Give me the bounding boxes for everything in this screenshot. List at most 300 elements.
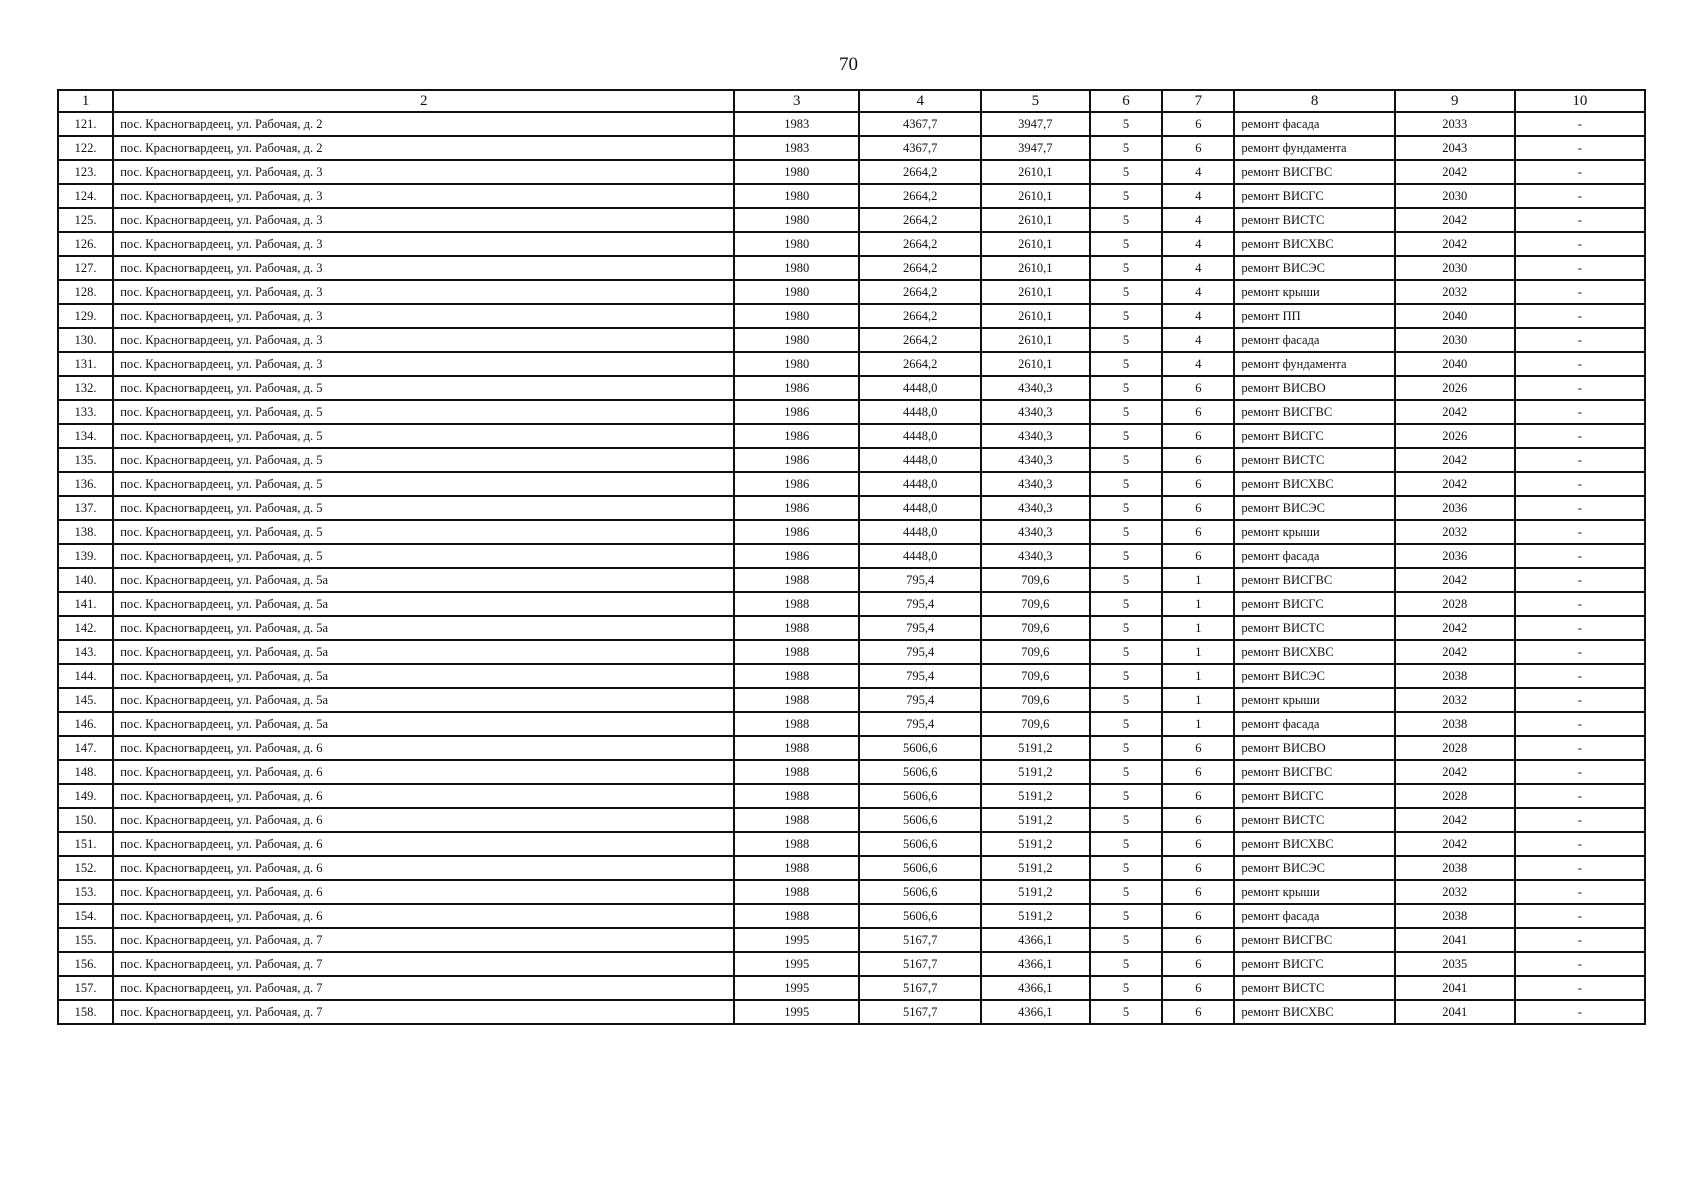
row-number-cell: 156. [58,952,113,976]
floors-cell: 5 [1090,328,1163,352]
column-header: 9 [1395,90,1515,112]
living-area-cell: 5191,2 [981,880,1089,904]
year-built-cell: 1980 [734,328,859,352]
year-built-cell: 1988 [734,688,859,712]
year-built-cell: 1988 [734,592,859,616]
total-area-cell: 5606,6 [859,760,981,784]
row-number-cell: 130. [58,328,113,352]
row-number-cell: 128. [58,280,113,304]
living-area-cell: 5191,2 [981,808,1089,832]
living-area-cell: 4366,1 [981,928,1089,952]
floors-cell: 5 [1090,640,1163,664]
note-cell: - [1515,160,1645,184]
address-cell: пос. Красногвардеец, ул. Рабочая, д. 3 [113,304,734,328]
entrances-cell: 6 [1162,496,1234,520]
year-built-cell: 1986 [734,472,859,496]
note-cell: - [1515,112,1645,136]
entrances-cell: 6 [1162,376,1234,400]
address-cell: пос. Красногвардеец, ул. Рабочая, д. 6 [113,880,734,904]
note-cell: - [1515,184,1645,208]
floors-cell: 5 [1090,616,1163,640]
living-area-cell: 2610,1 [981,208,1089,232]
work-type-cell: ремонт крыши [1234,520,1394,544]
row-number-cell: 149. [58,784,113,808]
entrances-cell: 6 [1162,904,1234,928]
year-built-cell: 1988 [734,880,859,904]
entrances-cell: 4 [1162,208,1234,232]
total-area-cell: 4448,0 [859,520,981,544]
year-built-cell: 1988 [734,856,859,880]
work-type-cell: ремонт фундамента [1234,352,1394,376]
planned-year-cell: 2026 [1395,376,1515,400]
address-cell: пос. Красногвардеец, ул. Рабочая, д. 3 [113,328,734,352]
work-type-cell: ремонт ВИСХВС [1234,640,1394,664]
table-row [58,232,1645,256]
work-type-cell: ремонт ВИСГС [1234,952,1394,976]
living-area-cell: 4340,3 [981,544,1089,568]
note-cell: - [1515,424,1645,448]
address-cell: пос. Красногвардеец, ул. Рабочая, д. 3 [113,184,734,208]
work-type-cell: ремонт фундамента [1234,136,1394,160]
note-cell: - [1515,448,1645,472]
year-built-cell: 1980 [734,256,859,280]
year-built-cell: 1988 [734,784,859,808]
column-header: 3 [734,90,859,112]
work-type-cell: ремонт фасада [1234,904,1394,928]
row-number-cell: 145. [58,688,113,712]
address-cell: пос. Красногвардеец, ул. Рабочая, д. 6 [113,904,734,928]
table-row [58,544,1645,568]
address-cell: пос. Красногвардеец, ул. Рабочая, д. 5 [113,472,734,496]
floors-cell: 5 [1090,520,1163,544]
total-area-cell: 4367,7 [859,112,981,136]
floors-cell: 5 [1090,280,1163,304]
table-row [58,880,1645,904]
note-cell: - [1515,232,1645,256]
living-area-cell: 3947,7 [981,112,1089,136]
row-number-cell: 127. [58,256,113,280]
work-type-cell: ремонт фасада [1234,112,1394,136]
year-built-cell: 1988 [734,616,859,640]
row-number-cell: 153. [58,880,113,904]
floors-cell: 5 [1090,136,1163,160]
year-built-cell: 1986 [734,496,859,520]
address-cell: пос. Красногвардеец, ул. Рабочая, д. 5 [113,544,734,568]
entrances-cell: 4 [1162,328,1234,352]
entrances-cell: 6 [1162,880,1234,904]
note-cell: - [1515,472,1645,496]
total-area-cell: 2664,2 [859,208,981,232]
entrances-cell: 4 [1162,160,1234,184]
work-type-cell: ремонт ВИСХВС [1234,1000,1394,1024]
address-cell: пос. Красногвардеец, ул. Рабочая, д. 3 [113,352,734,376]
total-area-cell: 795,4 [859,592,981,616]
entrances-cell: 6 [1162,1000,1234,1024]
floors-cell: 5 [1090,352,1163,376]
living-area-cell: 4366,1 [981,1000,1089,1024]
planned-year-cell: 2032 [1395,280,1515,304]
row-number-cell: 137. [58,496,113,520]
total-area-cell: 5606,6 [859,736,981,760]
row-number-cell: 124. [58,184,113,208]
total-area-cell: 795,4 [859,568,981,592]
entrances-cell: 6 [1162,448,1234,472]
entrances-cell: 6 [1162,544,1234,568]
work-type-cell: ремонт ВИСТС [1234,448,1394,472]
row-number-cell: 132. [58,376,113,400]
living-area-cell: 4340,3 [981,472,1089,496]
year-built-cell: 1986 [734,544,859,568]
entrances-cell: 1 [1162,664,1234,688]
year-built-cell: 1980 [734,184,859,208]
work-type-cell: ремонт ВИСЭС [1234,664,1394,688]
table-row [58,592,1645,616]
planned-year-cell: 2028 [1395,736,1515,760]
entrances-cell: 1 [1162,688,1234,712]
entrances-cell: 6 [1162,424,1234,448]
note-cell: - [1515,616,1645,640]
data-table [57,89,1646,1025]
floors-cell: 5 [1090,400,1163,424]
planned-year-cell: 2042 [1395,832,1515,856]
year-built-cell: 1995 [734,928,859,952]
address-cell: пос. Красногвардеец, ул. Рабочая, д. 5 [113,496,734,520]
work-type-cell: ремонт ВИСТС [1234,208,1394,232]
table-row [58,616,1645,640]
address-cell: пос. Красногвардеец, ул. Рабочая, д. 5а [113,568,734,592]
living-area-cell: 709,6 [981,640,1089,664]
address-cell: пос. Красногвардеец, ул. Рабочая, д. 3 [113,160,734,184]
table-row [58,376,1645,400]
row-number-cell: 140. [58,568,113,592]
page-number: 70 [839,54,858,75]
planned-year-cell: 2042 [1395,808,1515,832]
note-cell: - [1515,784,1645,808]
total-area-cell: 5606,6 [859,832,981,856]
address-cell: пос. Красногвардеец, ул. Рабочая, д. 2 [113,136,734,160]
living-area-cell: 4340,3 [981,520,1089,544]
work-type-cell: ремонт фасада [1234,328,1394,352]
year-built-cell: 1980 [734,280,859,304]
work-type-cell: ремонт крыши [1234,280,1394,304]
floors-cell: 5 [1090,448,1163,472]
planned-year-cell: 2041 [1395,928,1515,952]
note-cell: - [1515,832,1645,856]
row-number-cell: 148. [58,760,113,784]
planned-year-cell: 2038 [1395,856,1515,880]
planned-year-cell: 2041 [1395,1000,1515,1024]
note-cell: - [1515,904,1645,928]
entrances-cell: 6 [1162,472,1234,496]
floors-cell: 5 [1090,544,1163,568]
entrances-cell: 6 [1162,136,1234,160]
floors-cell: 5 [1090,160,1163,184]
planned-year-cell: 2030 [1395,328,1515,352]
living-area-cell: 2610,1 [981,352,1089,376]
work-type-cell: ремонт крыши [1234,880,1394,904]
entrances-cell: 6 [1162,400,1234,424]
total-area-cell: 2664,2 [859,232,981,256]
work-type-cell: ремонт фасада [1234,544,1394,568]
year-built-cell: 1995 [734,976,859,1000]
table-row [58,832,1645,856]
floors-cell: 5 [1090,832,1163,856]
table-row [58,136,1645,160]
living-area-cell: 4340,3 [981,448,1089,472]
table-row [58,472,1645,496]
living-area-cell: 709,6 [981,712,1089,736]
table-row [58,928,1645,952]
living-area-cell: 4366,1 [981,976,1089,1000]
work-type-cell: ремонт ВИСТС [1234,616,1394,640]
row-number-cell: 152. [58,856,113,880]
address-cell: пос. Красногвардеец, ул. Рабочая, д. 3 [113,256,734,280]
planned-year-cell: 2032 [1395,688,1515,712]
table-row [58,784,1645,808]
address-cell: пос. Красногвардеец, ул. Рабочая, д. 5а [113,664,734,688]
year-built-cell: 1988 [734,568,859,592]
column-header: 10 [1515,90,1645,112]
year-built-cell: 1980 [734,232,859,256]
total-area-cell: 2664,2 [859,352,981,376]
total-area-cell: 795,4 [859,688,981,712]
note-cell: - [1515,976,1645,1000]
year-built-cell: 1980 [734,160,859,184]
year-built-cell: 1988 [734,832,859,856]
total-area-cell: 4448,0 [859,544,981,568]
floors-cell: 5 [1090,232,1163,256]
table-row [58,160,1645,184]
address-cell: пос. Красногвардеец, ул. Рабочая, д. 2 [113,112,734,136]
table-row [58,760,1645,784]
entrances-cell: 6 [1162,112,1234,136]
year-built-cell: 1988 [734,760,859,784]
year-built-cell: 1986 [734,376,859,400]
address-cell: пос. Красногвардеец, ул. Рабочая, д. 3 [113,280,734,304]
note-cell: - [1515,304,1645,328]
row-number-cell: 121. [58,112,113,136]
note-cell: - [1515,736,1645,760]
address-cell: пос. Красногвардеец, ул. Рабочая, д. 6 [113,808,734,832]
work-type-cell: ремонт ВИСХВС [1234,232,1394,256]
planned-year-cell: 2028 [1395,784,1515,808]
entrances-cell: 6 [1162,976,1234,1000]
year-built-cell: 1986 [734,520,859,544]
entrances-cell: 6 [1162,856,1234,880]
living-area-cell: 2610,1 [981,280,1089,304]
address-cell: пос. Красногвардеец, ул. Рабочая, д. 5а [113,712,734,736]
floors-cell: 5 [1090,472,1163,496]
work-type-cell: ремонт ВИСЭС [1234,856,1394,880]
note-cell: - [1515,544,1645,568]
living-area-cell: 5191,2 [981,736,1089,760]
column-header: 8 [1234,90,1394,112]
table-row [58,904,1645,928]
planned-year-cell: 2042 [1395,616,1515,640]
living-area-cell: 2610,1 [981,328,1089,352]
living-area-cell: 709,6 [981,664,1089,688]
work-type-cell: ремонт ВИСХВС [1234,832,1394,856]
work-type-cell: ремонт ВИСТС [1234,808,1394,832]
table-row [58,112,1645,136]
entrances-cell: 6 [1162,784,1234,808]
row-number-cell: 155. [58,928,113,952]
living-area-cell: 2610,1 [981,304,1089,328]
row-number-cell: 158. [58,1000,113,1024]
living-area-cell: 4340,3 [981,376,1089,400]
work-type-cell: ремонт ВИСГВС [1234,760,1394,784]
row-number-cell: 142. [58,616,113,640]
table-row [58,1000,1645,1024]
total-area-cell: 2664,2 [859,256,981,280]
total-area-cell: 4448,0 [859,376,981,400]
floors-cell: 5 [1090,496,1163,520]
work-type-cell: ремонт ВИСГВС [1234,400,1394,424]
total-area-cell: 2664,2 [859,328,981,352]
entrances-cell: 4 [1162,184,1234,208]
total-area-cell: 2664,2 [859,280,981,304]
note-cell: - [1515,352,1645,376]
entrances-cell: 4 [1162,352,1234,376]
note-cell: - [1515,760,1645,784]
total-area-cell: 5606,6 [859,904,981,928]
table-row [58,208,1645,232]
total-area-cell: 5167,7 [859,1000,981,1024]
work-type-cell: ремонт ВИСГВС [1234,568,1394,592]
note-cell: - [1515,592,1645,616]
work-type-cell: ремонт ВИСГС [1234,184,1394,208]
table-row [58,520,1645,544]
living-area-cell: 2610,1 [981,232,1089,256]
note-cell: - [1515,496,1645,520]
living-area-cell: 5191,2 [981,832,1089,856]
work-type-cell: ремонт ВИСТС [1234,976,1394,1000]
planned-year-cell: 2028 [1395,592,1515,616]
row-number-cell: 135. [58,448,113,472]
year-built-cell: 1995 [734,1000,859,1024]
living-area-cell: 4340,3 [981,496,1089,520]
floors-cell: 5 [1090,904,1163,928]
table-row [58,448,1645,472]
note-cell: - [1515,712,1645,736]
row-number-cell: 141. [58,592,113,616]
row-number-cell: 154. [58,904,113,928]
table-row [58,496,1645,520]
year-built-cell: 1988 [734,712,859,736]
floors-cell: 5 [1090,856,1163,880]
entrances-cell: 4 [1162,304,1234,328]
year-built-cell: 1988 [734,736,859,760]
total-area-cell: 5167,7 [859,952,981,976]
total-area-cell: 5606,6 [859,880,981,904]
table-row [58,952,1645,976]
note-cell: - [1515,952,1645,976]
planned-year-cell: 2042 [1395,760,1515,784]
address-cell: пос. Красногвардеец, ул. Рабочая, д. 6 [113,736,734,760]
living-area-cell: 709,6 [981,568,1089,592]
row-number-cell: 123. [58,160,113,184]
living-area-cell: 5191,2 [981,760,1089,784]
note-cell: - [1515,136,1645,160]
work-type-cell: ремонт ПП [1234,304,1394,328]
living-area-cell: 2610,1 [981,256,1089,280]
row-number-cell: 143. [58,640,113,664]
total-area-cell: 5606,6 [859,784,981,808]
living-area-cell: 4340,3 [981,400,1089,424]
entrances-cell: 6 [1162,736,1234,760]
floors-cell: 5 [1090,184,1163,208]
entrances-cell: 6 [1162,952,1234,976]
floors-cell: 5 [1090,256,1163,280]
planned-year-cell: 2040 [1395,352,1515,376]
address-cell: пос. Красногвардеец, ул. Рабочая, д. 5а [113,640,734,664]
row-number-cell: 134. [58,424,113,448]
total-area-cell: 2664,2 [859,304,981,328]
planned-year-cell: 2042 [1395,472,1515,496]
floors-cell: 5 [1090,976,1163,1000]
column-header: 6 [1090,90,1163,112]
row-number-cell: 157. [58,976,113,1000]
work-type-cell: ремонт ВИСВО [1234,736,1394,760]
planned-year-cell: 2038 [1395,904,1515,928]
entrances-cell: 1 [1162,640,1234,664]
total-area-cell: 5167,7 [859,976,981,1000]
row-number-cell: 144. [58,664,113,688]
note-cell: - [1515,1000,1645,1024]
total-area-cell: 4448,0 [859,424,981,448]
living-area-cell: 2610,1 [981,184,1089,208]
floors-cell: 5 [1090,376,1163,400]
row-number-cell: 147. [58,736,113,760]
living-area-cell: 5191,2 [981,904,1089,928]
floors-cell: 5 [1090,112,1163,136]
work-type-cell: ремонт фасада [1234,712,1394,736]
table-row [58,304,1645,328]
year-built-cell: 1980 [734,352,859,376]
table-row [58,256,1645,280]
year-built-cell: 1980 [734,304,859,328]
floors-cell: 5 [1090,568,1163,592]
entrances-cell: 6 [1162,520,1234,544]
total-area-cell: 2664,2 [859,184,981,208]
column-header: 5 [981,90,1089,112]
planned-year-cell: 2033 [1395,112,1515,136]
work-type-cell: ремонт ВИСГС [1234,784,1394,808]
header-row [58,90,1645,112]
note-cell: - [1515,520,1645,544]
planned-year-cell: 2030 [1395,184,1515,208]
living-area-cell: 709,6 [981,592,1089,616]
entrances-cell: 4 [1162,232,1234,256]
planned-year-cell: 2041 [1395,976,1515,1000]
address-cell: пос. Красногвардеец, ул. Рабочая, д. 7 [113,928,734,952]
total-area-cell: 795,4 [859,712,981,736]
living-area-cell: 4366,1 [981,952,1089,976]
planned-year-cell: 2042 [1395,160,1515,184]
planned-year-cell: 2030 [1395,256,1515,280]
floors-cell: 5 [1090,760,1163,784]
address-cell: пос. Красногвардеец, ул. Рабочая, д. 5а [113,616,734,640]
planned-year-cell: 2043 [1395,136,1515,160]
year-built-cell: 1988 [734,664,859,688]
year-built-cell: 1988 [734,640,859,664]
year-built-cell: 1995 [734,952,859,976]
planned-year-cell: 2042 [1395,640,1515,664]
total-area-cell: 2664,2 [859,160,981,184]
row-number-cell: 146. [58,712,113,736]
year-built-cell: 1988 [734,808,859,832]
planned-year-cell: 2032 [1395,880,1515,904]
